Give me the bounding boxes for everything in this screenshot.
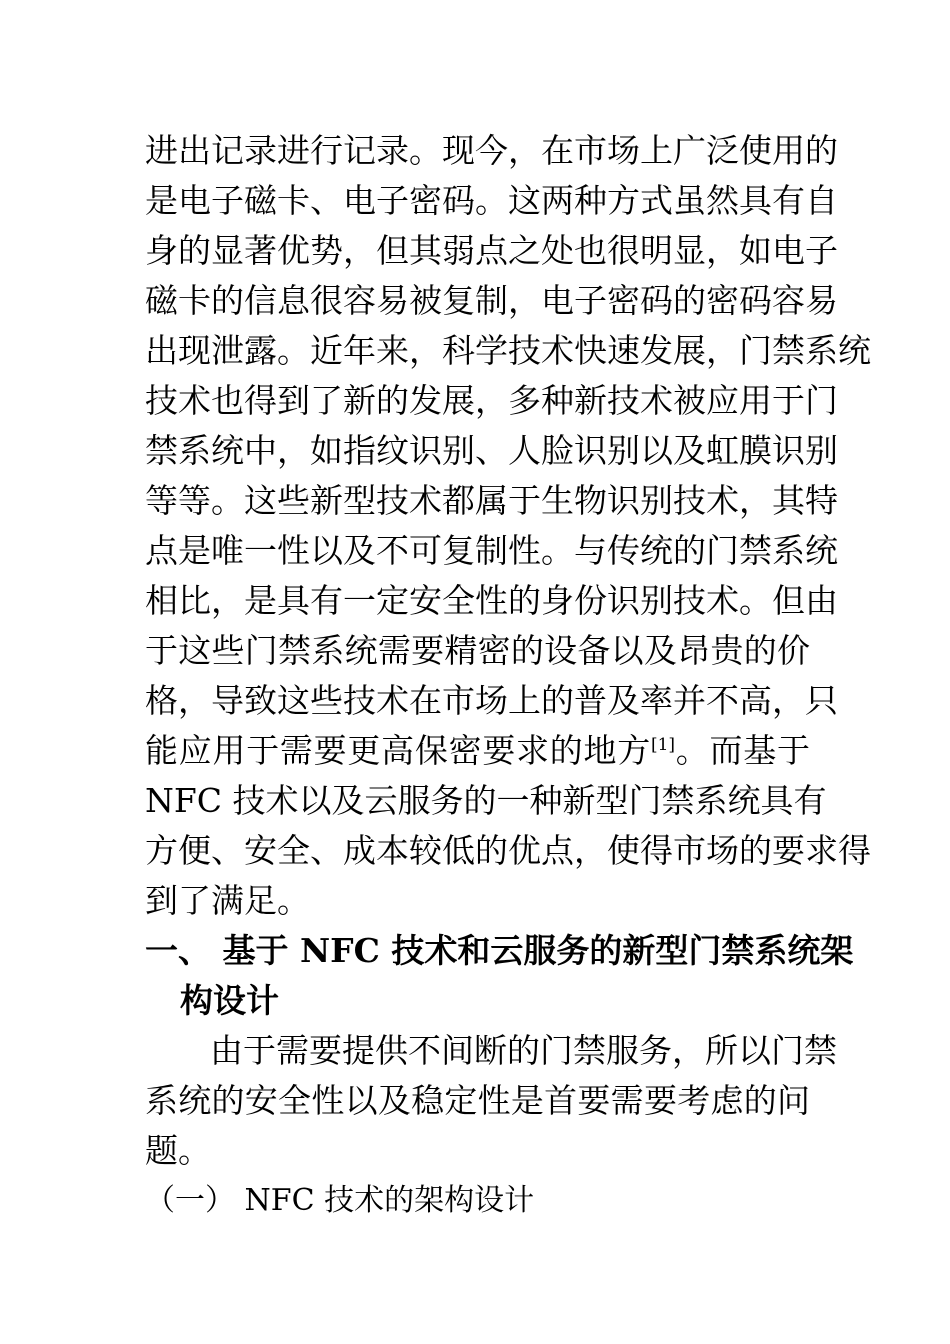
- body-text-line: 等等。这些新型技术都属于生物识别技术，其特: [145, 481, 838, 520]
- body-text-line: 身的显著优势，但其弱点之处也很明显，如电子: [145, 231, 838, 270]
- body-text-segment: 能应用于需要更高保密要求的地方: [145, 731, 651, 770]
- body-text-line: 进出记录进行记录。现今，在市场上广泛使用的: [145, 131, 838, 170]
- body-text-line: 相比，是具有一定安全性的身份识别技术。但由: [145, 581, 838, 620]
- body-text-line: 格，导致这些技术在市场上的普及率并不高，只: [145, 681, 838, 720]
- section-heading-continued: 构设计: [180, 981, 279, 1020]
- body-text-line: 禁系统中，如指纹识别、人脸识别以及虹膜识别: [145, 431, 838, 470]
- body-text-line: 是电子磁卡、电子密码。这两种方式虽然具有自: [145, 181, 838, 220]
- body-text-line: 方便、安全、成本较低的优点，使得市场的要求得: [145, 831, 871, 870]
- body-text-line: 点是唯一性以及不可复制性。与传统的门禁系统: [145, 531, 838, 570]
- body-text-line: NFC 技术以及云服务的一种新型门禁系统具有: [145, 781, 827, 820]
- body-text-line: 由于需要提供不间断的门禁服务，所以门禁: [210, 1031, 837, 1070]
- body-text-segment: 。而基于: [675, 731, 811, 770]
- body-text-line-with-citation: [145, 726, 810, 776]
- citation-reference: [1]: [650, 735, 676, 755]
- body-text-line: 磁卡的信息很容易被复制，电子密码的密码容易: [145, 281, 838, 320]
- body-text-line: 技术也得到了新的发展，多种新技术被应用于门: [145, 381, 838, 420]
- subsection-heading: （一） NFC 技术的架构设计: [145, 1183, 535, 1218]
- body-text-line: 于这些门禁系统需要精密的设备以及昂贵的价: [145, 631, 810, 670]
- body-text-line: 出现泄露。近年来，科学技术快速发展，门禁系统: [145, 331, 871, 370]
- body-text-line: 到了满足。: [145, 881, 310, 920]
- section-heading: 一、 基于 NFC 技术和云服务的新型门禁系统架: [145, 931, 854, 970]
- body-text-line: 题。: [145, 1131, 211, 1170]
- body-text-line: 系统的安全性以及稳定性是首要需要考虑的问: [145, 1081, 810, 1120]
